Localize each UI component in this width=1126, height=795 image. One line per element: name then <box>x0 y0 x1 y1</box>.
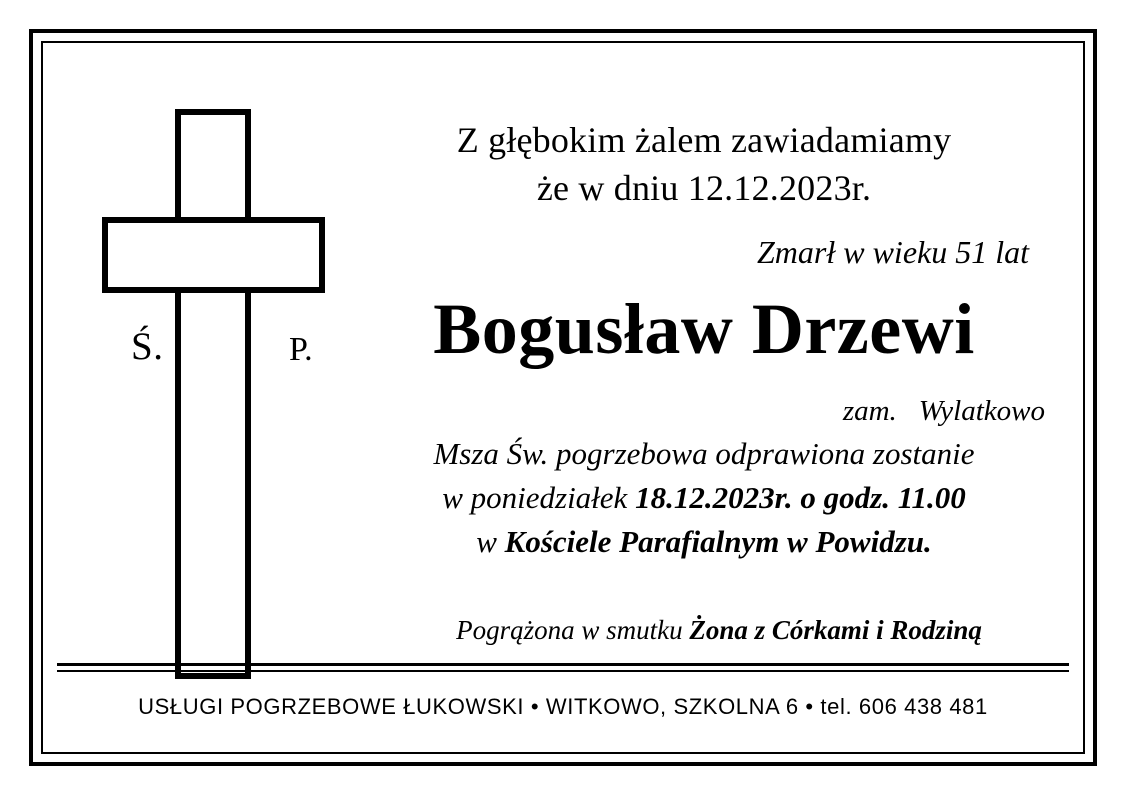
funeral-notice-card <box>29 29 1097 766</box>
footer-divider-thin <box>57 670 1069 672</box>
mass-line-2 <box>357 479 1051 517</box>
cross-vertical-beam <box>175 109 251 679</box>
mourners-bold: Żona z Córkami i Rodziną <box>689 615 982 646</box>
age-line: Zmarł w wieku 51 lat <box>756 233 1029 270</box>
footer-bar <box>57 676 1069 738</box>
lead-line-1: Z głębokim żalem zawiadamiamy <box>456 120 952 160</box>
cross-illustration <box>67 79 357 689</box>
notice-content <box>57 57 1069 738</box>
mass-line-3-bold: Kościele Parafialnym w Powidzu. <box>504 523 932 559</box>
mass-line-3-prefix: w <box>476 523 505 559</box>
initial-p: P. <box>289 331 313 368</box>
lead-line-2: że w dniu 12.12.2023r. <box>536 167 872 208</box>
mass-line-2-bold: 18.12.2023r. o godz. 11.00 <box>635 479 966 515</box>
deceased-name: Bogusław Drzewi <box>433 288 975 369</box>
residence-place: Wylatkowo <box>918 394 1045 427</box>
mourners-line <box>357 614 1051 647</box>
funeral-home-info: USŁUGI POGRZEBOWE ŁUKOWSKI • WITKOWO, SZKOLNA 6 • tel. 606 438 481 <box>138 694 988 719</box>
mass-line-3 <box>357 523 1051 561</box>
initial-s: Ś. <box>131 325 164 368</box>
mass-line-2-prefix: w poniedziałek <box>442 479 636 515</box>
residence-label: zam. <box>842 394 897 427</box>
residence-line <box>357 394 1051 429</box>
notice-text-block <box>357 117 1051 647</box>
cross-center-fill <box>181 223 245 287</box>
notice-inner-border <box>41 41 1085 754</box>
mourners-prefix: Pogrążona w smutku <box>456 615 690 646</box>
mass-line-1: Msza Św. pogrzebowa odprawiona zostanie <box>433 436 975 472</box>
footer-divider-thick <box>57 663 1069 666</box>
